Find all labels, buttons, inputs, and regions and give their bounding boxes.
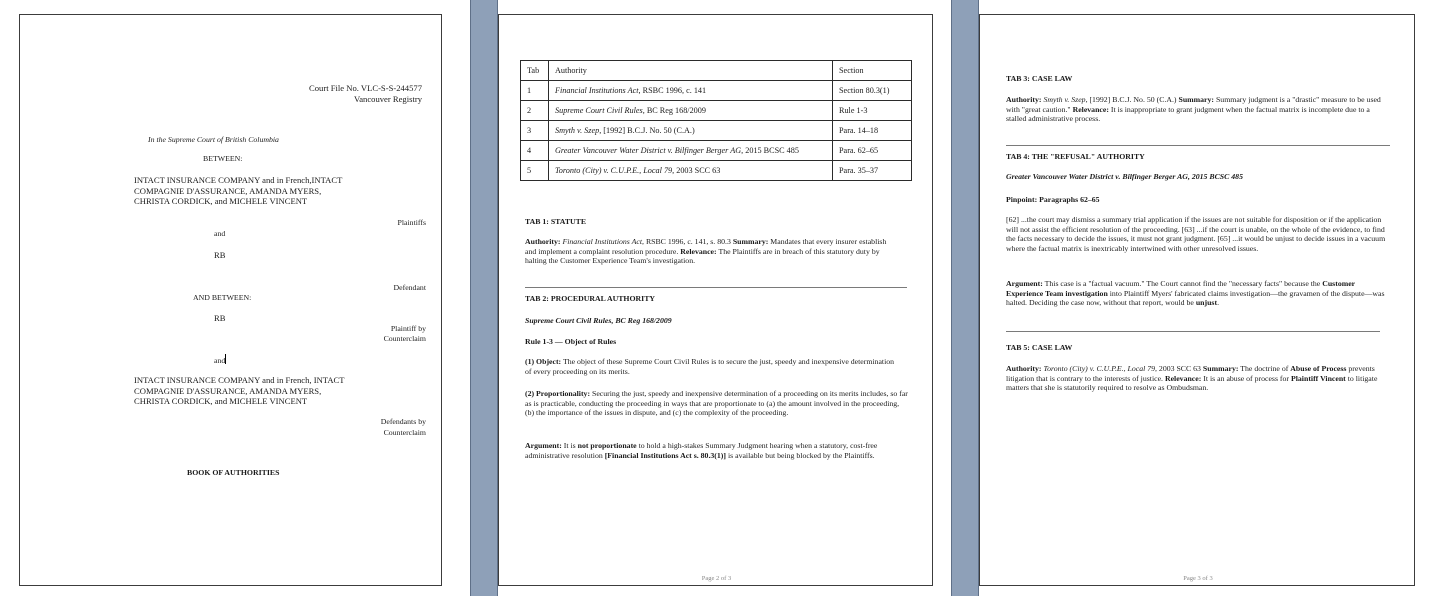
label: Relevance: <box>1072 104 1109 114</box>
authority-citation: , RSBC 1996, c. 141, s. 80.3 <box>642 237 731 246</box>
tab1-heading: TAB 1: STATUTE <box>525 217 587 226</box>
counterclaim-label: Counterclaim <box>383 428 426 437</box>
label: Summary: <box>732 237 769 246</box>
party-line: CHRISTA CORDICK, and MICHELE VINCENT <box>134 396 308 406</box>
table-row <box>521 81 912 101</box>
and-text: and <box>214 356 226 365</box>
authority-name: Toronto (City) v. C.U.P.E., Local 79 <box>555 166 673 175</box>
registry: Vancouver Registry <box>353 94 422 104</box>
authority-name: Financial Institutions Act <box>562 237 643 246</box>
table-row <box>521 141 912 161</box>
and-between-label: AND BETWEEN: <box>193 293 252 302</box>
authority-cell <box>549 121 833 141</box>
object-paragraph <box>525 357 895 376</box>
authority-name: Greater Vancouver Water District v. Bilfinger Berger AG <box>1006 172 1188 181</box>
section-cell: Para. 62–65 <box>833 141 912 161</box>
party-line: INTACT INSURANCE COMPANY and in French,INTACT <box>134 175 343 185</box>
party-line: INTACT INSURANCE COMPANY and in French, INTACT <box>134 375 345 385</box>
argument-paragraph <box>525 441 895 460</box>
argument-text: into Plaintiff Myers' fabricated claims investigation—the gravamen of the dispute—was halted. Deciding the case now, without that report, would be <box>1006 288 1385 308</box>
page-gutter <box>951 0 979 596</box>
argument-text: It is <box>563 441 576 450</box>
counterclaim-label: Counterclaim <box>383 334 426 343</box>
object-text: The object of these Supreme Court Civil Rules is to secure the just, speedy and inexpensive determination of every proceeding on its merits. <box>525 357 895 376</box>
proportionality-text: Securing the just, speedy and inexpensive determination of a proceeding on its merits includes, so far as is practicable, conducting the proceeding in ways that are proportionate to (a) the amount involved in the proceeding, (b) the importance of the issues in dispute, and (c) the complexity of the proceeding. <box>525 389 908 418</box>
authority-name: Financial Institutions Act <box>555 86 639 95</box>
label: Authority: <box>1006 95 1042 104</box>
argument-emphasis: [Financial Institutions Act s. 80.3(1)] <box>604 450 726 460</box>
label: (2) Proportionality: <box>525 389 591 398</box>
defendants-by-label: Defendants by <box>380 417 426 426</box>
argument-text: . <box>1217 298 1220 308</box>
label: Relevance: <box>1164 373 1202 383</box>
label: Authority: <box>1006 364 1042 373</box>
text-cursor <box>225 354 226 364</box>
argument-emphasis: Customer Experience Team investigation <box>1006 279 1355 298</box>
tab-cell: 3 <box>521 121 549 141</box>
between-label: BETWEEN: <box>203 154 243 163</box>
label: Summary: <box>1202 364 1239 373</box>
tab2-title <box>525 316 672 326</box>
authority-citation: , [1992] B.C.J. No. 50 (C.A.) <box>1085 95 1177 104</box>
label: Summary: <box>1178 95 1215 104</box>
court-name: In the Supreme Court of British Columbia <box>148 135 279 144</box>
table-row <box>521 121 912 141</box>
table-row <box>521 161 912 181</box>
page-number: Page 3 of 3 <box>1183 575 1213 582</box>
rule-heading: Rule 1-3 — Object of Rules <box>525 337 617 346</box>
document-page-3 <box>979 14 1415 586</box>
authority-name: Smyth v. Szep <box>555 126 600 135</box>
plaintiff-by-label: Plaintiff by <box>390 324 426 333</box>
section-divider <box>1006 145 1390 146</box>
authority-name: Greater Vancouver Water District v. Bilfinger Berger AG <box>555 146 742 155</box>
tab3-heading: TAB 3: CASE LAW <box>1006 74 1073 83</box>
proportionality-paragraph <box>525 389 910 418</box>
and-label[interactable] <box>214 354 226 366</box>
argument-emphasis: not proportionate <box>577 441 637 450</box>
authority-citation: , 2003 SCC 63 <box>672 166 721 175</box>
tab4-heading: TAB 4: THE "REFUSAL" AUTHORITY <box>1006 152 1145 161</box>
authority-cell <box>549 81 833 101</box>
parties-block-2 <box>134 375 424 407</box>
label: Relevance: <box>680 246 717 256</box>
argument-emphasis: unjust <box>1195 298 1218 308</box>
relevance-emphasis: Plaintiff Vincent <box>1290 373 1346 383</box>
authority-cell <box>549 161 833 181</box>
tab-cell: 5 <box>521 161 549 181</box>
label: (1) Object: <box>525 357 562 366</box>
tab1-paragraph <box>525 237 895 266</box>
relevance-text: It is inappropriate to grant judgment when the factual matrix is incomplete due to a stalled administrative process. <box>1006 104 1370 124</box>
party-line: COMPAGNIE D'ASSURANCE, AMANDA MYERS, <box>134 185 322 196</box>
tab4-title <box>1006 172 1243 182</box>
summary-text: prevents litigation that is contrary to the interests of justice. <box>1006 364 1375 383</box>
tab-cell: 1 <box>521 81 549 101</box>
quote-paragraph: [62] ...the court may dismiss a summary trial application if the issues are not suitable for disposition or if the application will not assist the efficient resolution of the proceeding. [63] ...if the court is unable, on the whole of the evidence, to find the facts necessary to decide the issues, it must not grant judgment. [65] ...it would be unjust to decide issues in a vacuum where the factual matrix is inextricably intertwined with other unresolved issues. <box>1006 215 1386 253</box>
and-label: and <box>214 229 226 238</box>
authority-citation: , [1992] B.C.J. No. 50 (C.A.) <box>599 126 695 135</box>
label: Argument: <box>1006 279 1043 288</box>
table-row <box>521 101 912 121</box>
column-header: Tab <box>521 61 549 81</box>
summary-text: Summary judgment is a "drastic" measure to be used with "great caution." <box>1006 95 1381 114</box>
authority-citation: , 2015 BCSC 485 <box>741 146 799 155</box>
section-cell: Para. 14–18 <box>833 121 912 141</box>
relevance-text: The Plaintiffs are in breach of this statutory duty by halting the Customer Experience Team's investigation. <box>525 246 880 266</box>
authority-name: Toronto (City) v. C.U.P.E., Local 79 <box>1043 364 1156 373</box>
tab2-heading: TAB 2: PROCEDURAL AUTHORITY <box>525 294 656 303</box>
page-gutter <box>470 0 498 596</box>
pinpoint: Pinpoint: Paragraphs 62–65 <box>1006 195 1100 204</box>
book-title: BOOK OF AUTHORITIES <box>187 468 280 477</box>
rb-party: RB <box>214 250 226 260</box>
document-page-2 <box>498 14 933 586</box>
section-cell: Section 80.3(1) <box>833 81 912 101</box>
authority-cell <box>549 101 833 121</box>
tab5-paragraph <box>1006 364 1380 393</box>
section-cell: Rule 1-3 <box>833 101 912 121</box>
authority-citation: , BC Reg 168/2009 <box>642 106 706 115</box>
label: Authority: <box>525 237 561 246</box>
relevance-text: It is an abuse of process for <box>1203 373 1290 383</box>
rb-party: RB <box>214 313 226 323</box>
tab3-paragraph <box>1006 95 1386 124</box>
document-page-1 <box>19 14 442 586</box>
plaintiffs-label: Plaintiffs <box>397 218 426 227</box>
section-divider <box>1006 331 1380 332</box>
court-file-number: Court File No. VLC-S-S-244577 <box>309 83 422 93</box>
summary-text: Mandates that every insurer establish and implement a complaint resolution procedure. <box>525 237 887 256</box>
tab4-argument <box>1006 279 1390 308</box>
tab-cell: 4 <box>521 141 549 161</box>
column-header: Section <box>833 61 912 81</box>
defendant-label: Defendant <box>393 283 426 292</box>
authority-citation: , RSBC 1996, c. 141 <box>638 86 707 95</box>
party-line: COMPAGNIE D'ASSURANCE, AMANDA MYERS, <box>134 385 322 396</box>
column-header: Authority <box>549 61 833 81</box>
summary-emphasis: Abuse of Process <box>1290 364 1347 373</box>
argument-text: This case is a "factual vacuum." The Court cannot find the "necessary facts" because the <box>1044 279 1321 288</box>
authority-cell <box>549 141 833 161</box>
authorities-table <box>520 60 912 181</box>
authority-citation: , 2015 BCSC 485 <box>1187 172 1243 181</box>
party-line: CHRISTA CORDICK, and MICHELE VINCENT <box>134 196 308 206</box>
section-cell: Para. 35–37 <box>833 161 912 181</box>
authority-name: Supreme Court Civil Rules <box>555 106 643 115</box>
table-header-row <box>521 61 912 81</box>
tab-cell: 2 <box>521 101 549 121</box>
parties-block-1 <box>134 175 424 207</box>
argument-text: is available but being blocked by the Plaintiffs. <box>727 450 875 460</box>
section-divider <box>525 287 907 288</box>
authority-citation: , BC Reg 168/2009 <box>611 316 672 325</box>
authority-name: Supreme Court Civil Rules <box>525 316 612 325</box>
authority-name: Smyth v. Szep <box>1043 95 1086 104</box>
page-number: Page 2 of 3 <box>701 575 732 582</box>
tab5-heading: TAB 5: CASE LAW <box>1006 343 1073 352</box>
argument-text: to hold a high-stakes Summary Judgment hearing when a statutory, cost-free administrative resolution <box>525 441 878 460</box>
relevance-text: to litigate matters that she is statutorily required to resolve as Ombudsman. <box>1006 373 1378 393</box>
summary-text: The doctrine of <box>1240 364 1289 373</box>
authority-citation: , 2003 SCC 63 <box>1155 364 1201 373</box>
label: Argument: <box>525 441 562 450</box>
